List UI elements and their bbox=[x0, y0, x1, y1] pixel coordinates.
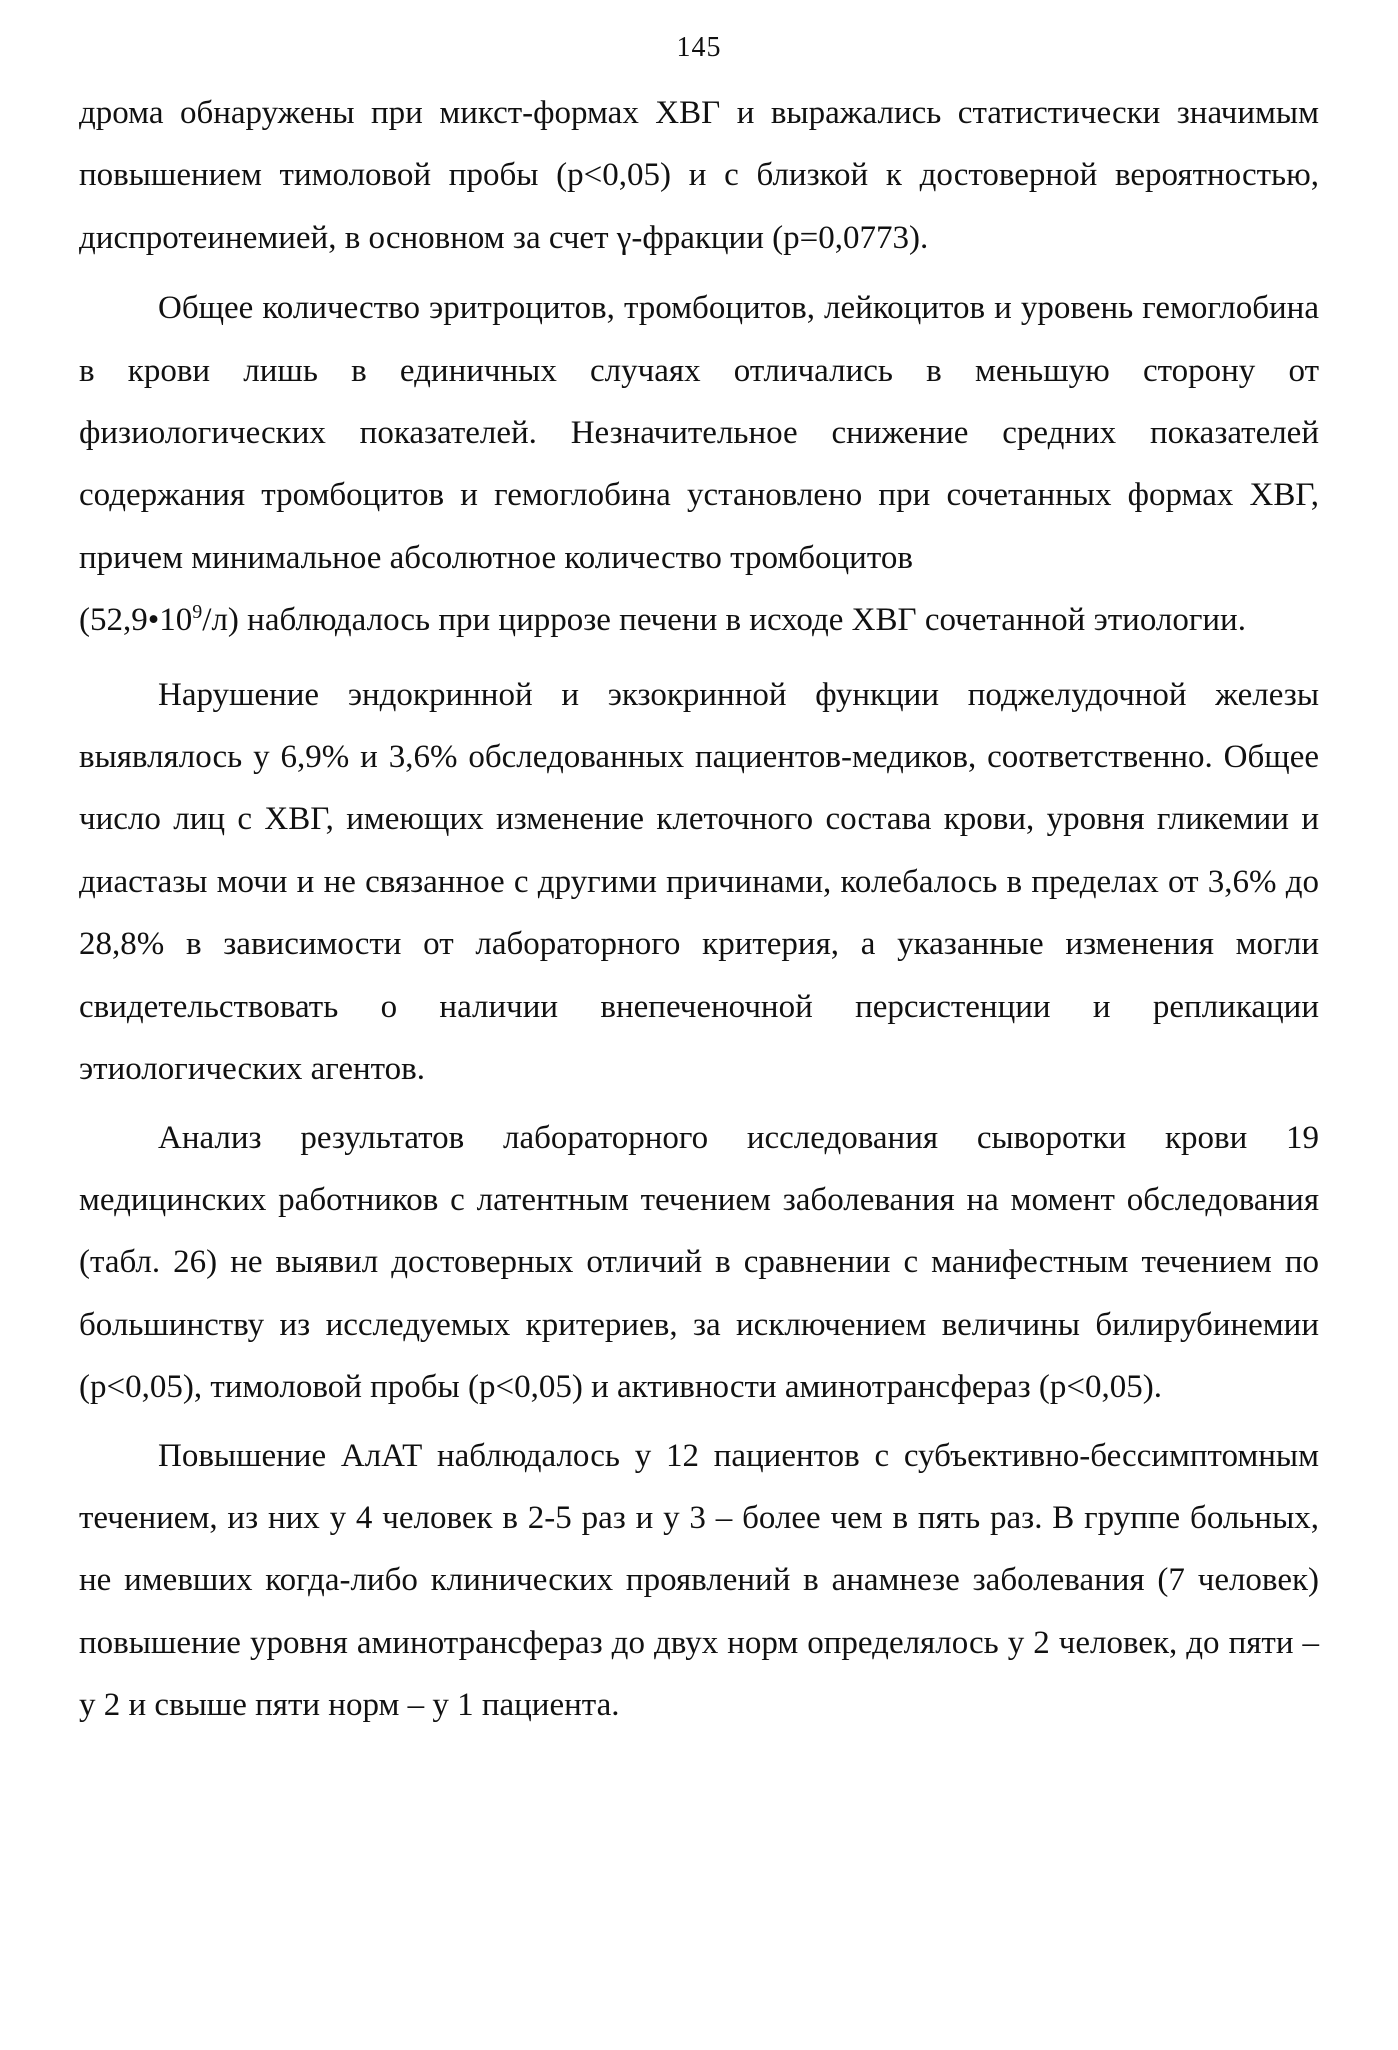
page-number: 145 bbox=[676, 32, 722, 63]
paragraph-alat: Повышение АлАТ наблюдалось у 12 пациентов с субъективно-бессимптомным течением, из них у 4 человек в 2-5 раз и у 3 – более чем в пять раз. В группе больных, не имевших когда-либо клинических проявлений в анамнезе заболевания (7 человек) повышение уровня аминотрансфераз до двух норм определялось у 2 человек, до пяти – у 2 и свыше пяти норм – у 1 пациента. bbox=[79, 1437, 1319, 1724]
paragraph-continuation: дрома обнаружены при микст-формах ХВГ и выражались статистически значимым повышением тимоловой пробы (p<0,05) и с близкой к достоверной вероятностью, диспротеинемией, в основном за счет γ-фракции (p=0,0773). bbox=[79, 95, 1319, 256]
thrombocyte-value-suffix: /л) наблюдалось при циррозе печени в исходе ХВГ сочетанной этиологии. bbox=[202, 602, 1246, 639]
paragraph-latent-course: Анализ результатов лабораторного исследования сыворотки крови 19 медицинских работников с латентным течением заболевания на момент обследования (табл. 26) не выявил достоверных отличий в сравнении с манифестным течением по большинству из исследуемых критериев, за исключением величины билирубинемии (p<0,05), тимоловой пробы (p<0,05) и активности аминотрансфераз (p<0,05). bbox=[79, 1119, 1319, 1406]
exponent: 9 bbox=[192, 601, 203, 624]
thrombocyte-value-prefix: (52,9•10 bbox=[79, 602, 193, 639]
paragraph-blood-cells: Общее количество эритроцитов, тромбоцитов, лейкоцитов и уровень гемоглобина в крови лишь в единичных случаях отличались в меньшую сторону от физиологических показателей. Незначительное снижение средних показателей содержания тромбоцитов и гемоглобина установлено при сочетанных формах ХВГ, причем минимальное абсолютное количество тромбоцитов bbox=[79, 290, 1319, 576]
paragraph-pancreas: Нарушение эндокринной и экзокринной функции поджелудочной железы выявлялось у 6,9% и 3,6% обследованных пациентов-медиков, соответственно. Общее число лиц с ХВГ, имеющих изменение клеточного состава крови, уровня гликемии и диастазы мочи и не связанное с другими причинами, колебалось в пределах от 3,6% до 28,8% в зависимости от лабораторного критерия, а указанные изменения могли свидетельствовать о наличии внепеченочной персистенции и репликации этиологических агентов. bbox=[79, 676, 1319, 1088]
paragraph-thrombocyte-count bbox=[79, 589, 1319, 651]
body-text bbox=[79, 82, 1319, 1737]
